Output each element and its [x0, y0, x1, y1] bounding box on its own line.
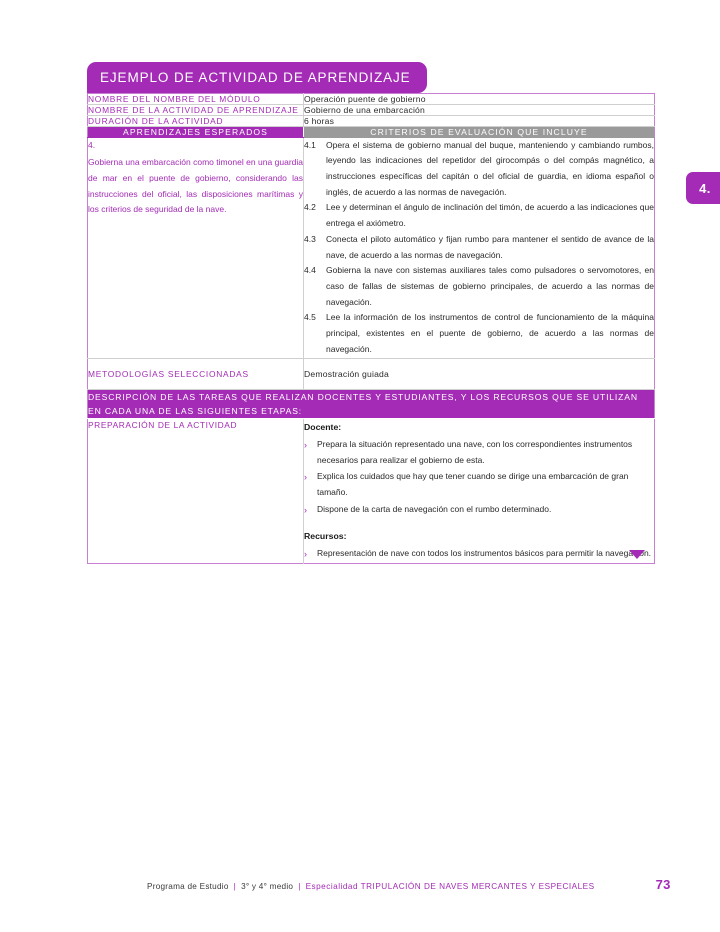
criteria-cell	[304, 137, 655, 358]
side-tab-label: 4.	[699, 180, 711, 196]
footer-level: 3° y 4° medio	[241, 882, 294, 891]
activity-table	[87, 93, 655, 565]
footer-separator: |	[233, 882, 237, 891]
criterion-number: 4.1	[304, 139, 316, 150]
learning-outcome-cell	[88, 137, 304, 358]
list-item-text: Explica los cuidados que hay que tener cuando se dirige una embarcación de gran tamaño.	[317, 471, 629, 498]
row-label-metodologias: METODOLOGÍAS SELECCIONADAS	[88, 358, 304, 389]
list-item	[304, 437, 654, 468]
list-item-text: Prepara la situación representado una nave, con los correspondientes instrumentos necesarios para realizar el gobierno de esta.	[317, 439, 633, 465]
table-row	[88, 104, 655, 115]
list-item	[304, 502, 654, 519]
footer-page-number: 73	[655, 877, 671, 892]
table-row	[88, 93, 655, 104]
list-item	[304, 546, 654, 563]
criterion-text: Opera el sistema de gobierno manual del buque, manteniendo y cambiando rumbos, leyendo las indicaciones del repetidor del girocompás o del compás magnético, a instrucciones específicas del capitán o del oficial de guardia, en idioma español o inglés, de acuerdo a las normas de navegación.	[326, 139, 654, 197]
recursos-heading: Recursos:	[304, 530, 347, 541]
list-item-text: Representación de nave con todos los instrumentos básicos para permitir la navegación.	[317, 547, 652, 558]
content-row	[88, 137, 655, 358]
learning-outcome-text: Gobierna una embarcación como timonel en una guardia de mar en el puente de gobierno, considerando las instrucciones del oficial, las disposiciones marítimas y los criterios de seguridad de la nave.	[88, 157, 303, 215]
table-row	[88, 358, 655, 389]
page-title	[87, 62, 427, 93]
criterion-text: Conecta el piloto automático y fijan rumbo para mantener el sentido de avance de la nave, de acuerdo a las normas de navegación.	[326, 233, 654, 260]
preparation-row	[88, 418, 655, 563]
footer-specialty: Especialidad TRIPULACIÓN DE NAVES MERCANTES Y ESPECIALES	[305, 882, 595, 891]
page-footer	[0, 877, 720, 892]
description-band: DESCRIPCIÓN DE LAS TAREAS QUE REALIZAN DOCENTES Y ESTUDIANTES, Y LOS RECURSOS QUE SE UTILIZAN EN CADA UNA DE LAS SIGUIENTES ETAPAS:	[88, 389, 655, 418]
criterion-text: Lee y determinan el ángulo de inclinación del timón, de acuerdo a las indicaciones que entrega el axiómetro.	[326, 202, 654, 229]
continues-down-arrow-icon	[629, 550, 645, 559]
criterion-item	[304, 232, 654, 263]
row-value-metodologias: Demostración guiada	[304, 358, 655, 389]
criterion-item	[304, 200, 654, 231]
preparation-label: PREPARACIÓN DE LA ACTIVIDAD	[88, 418, 304, 563]
criterion-number: 4.3	[304, 233, 316, 244]
footer-separator: |	[298, 882, 301, 891]
footer-program: Programa de Estudio	[147, 882, 229, 891]
page-title-text: EJEMPLO DE ACTIVIDAD DE APRENDIZAJE	[100, 70, 411, 85]
criterion-item	[304, 310, 654, 357]
row-value-duracion: 6 horas	[304, 115, 655, 126]
criterion-text: Gobierna la nave con sistemas auxiliares tales como pulsadores o servomotores, en caso de fallas de sistemas de gobierno principales, de acuerdo a las normas de navegación.	[326, 265, 654, 307]
preparation-body	[304, 418, 655, 563]
row-label-actividad: NOMBRE DE LA ACTIVIDAD DE APRENDIZAJE	[88, 104, 304, 115]
criterion-item	[304, 138, 654, 201]
chevron-right-icon: ›	[304, 472, 307, 483]
criterion-number: 4.4	[304, 265, 316, 276]
header-criterios-evaluacion: CRITERIOS DE EVALUACIÓN QUE INCLUYE	[304, 126, 655, 137]
chapter-side-tab	[686, 172, 720, 204]
activity-card	[87, 62, 655, 564]
chevron-right-icon: ›	[304, 440, 307, 450]
chevron-right-icon: ›	[304, 504, 307, 515]
criterion-text: Lee la información de los instrumentos de control de funcionamiento de la máquina principal, existentes en el puente de gobierno, de acuerdo a las normas de navegación.	[326, 312, 654, 354]
header-aprendizajes-esperados: APRENDIZAJES ESPERADOS	[88, 126, 304, 137]
description-band-row	[88, 389, 655, 418]
row-value-actividad: Gobierno de una embarcación	[304, 104, 655, 115]
docente-heading: Docente:	[304, 421, 342, 432]
learning-outcome-number: 4.	[88, 139, 96, 150]
row-value-modulo: Operación puente de gobierno	[304, 93, 655, 104]
table-row	[88, 115, 655, 126]
row-label-duracion: DURACIÓN DE LA ACTIVIDAD	[88, 115, 304, 126]
list-item	[304, 469, 654, 500]
criterion-number: 4.2	[304, 202, 316, 213]
list-item-text: Dispone de la carta de navegación con el rumbo determinado.	[317, 503, 552, 514]
row-label-modulo: NOMBRE DEL NOMBRE DEL MÓDULO	[88, 93, 304, 104]
criterion-number: 4.5	[304, 312, 316, 323]
criterion-item	[304, 263, 654, 310]
chevron-right-icon: ›	[304, 548, 307, 559]
section-header-row	[88, 126, 655, 137]
